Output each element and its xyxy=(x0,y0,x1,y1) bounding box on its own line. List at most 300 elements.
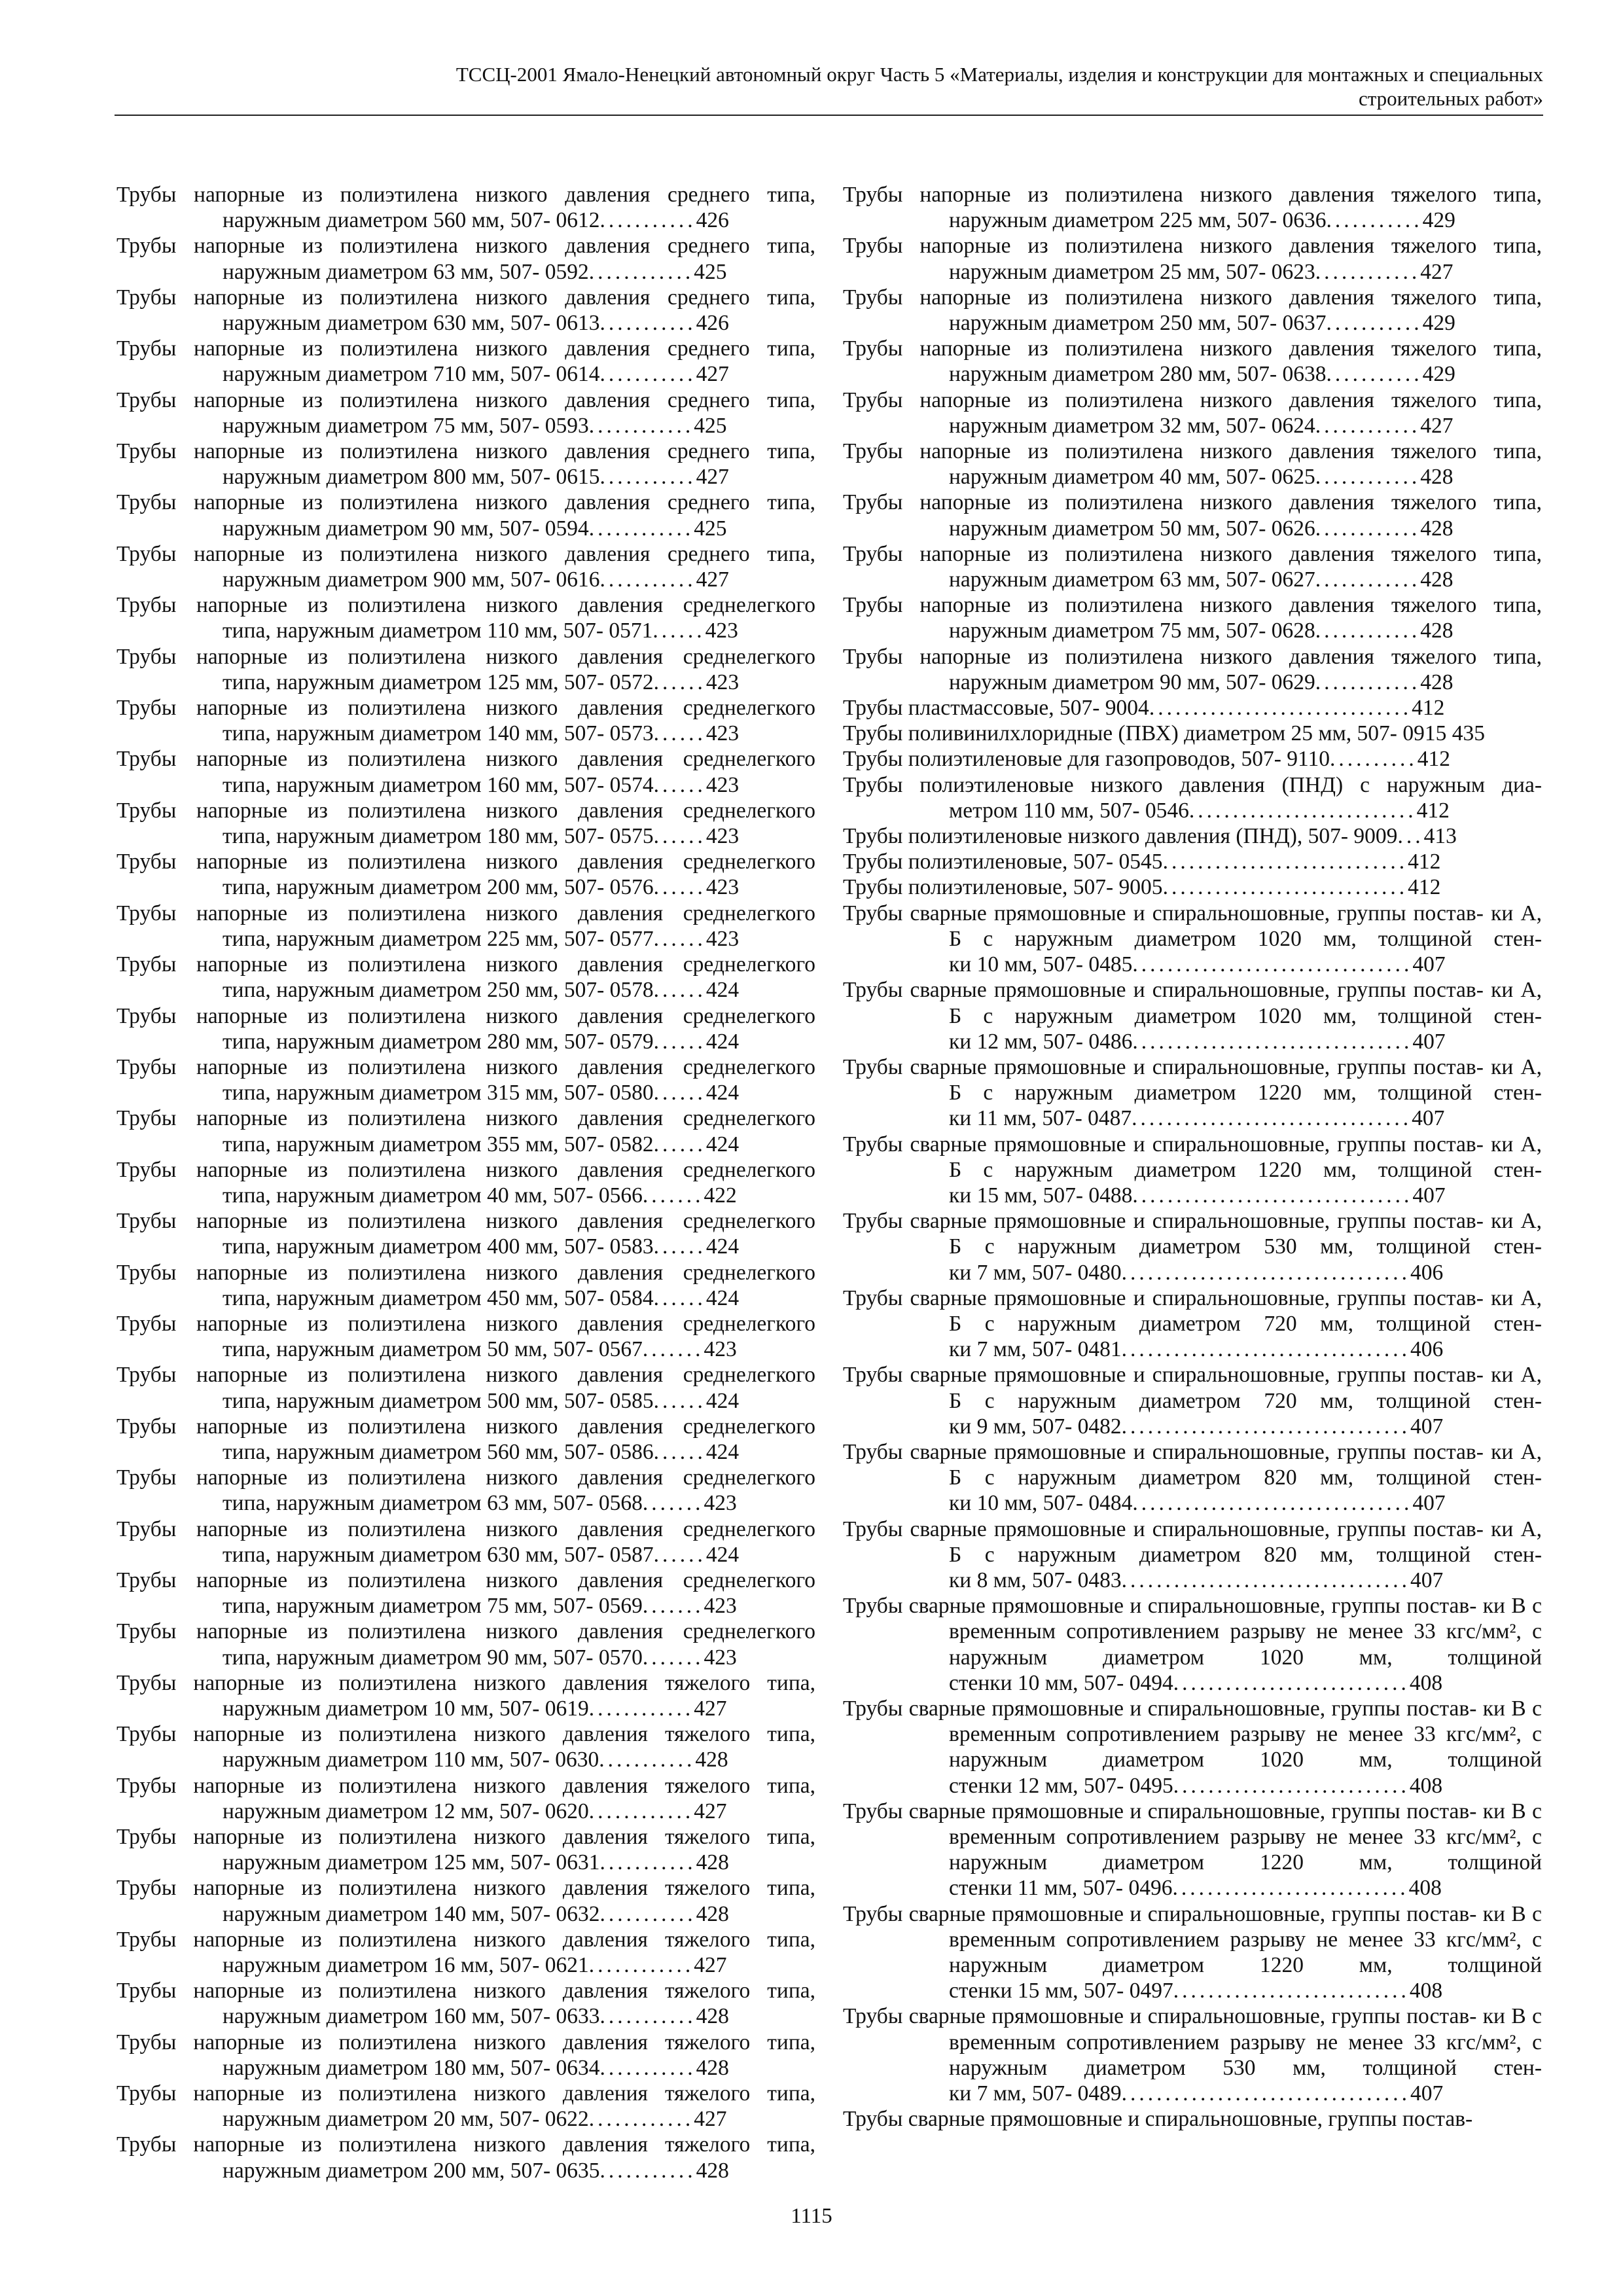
leader-dots: ............ xyxy=(1315,567,1421,592)
entry-tail xyxy=(223,311,729,335)
leader-dots: ............ xyxy=(1315,413,1421,438)
entry-page-number: 427 xyxy=(696,362,729,387)
entry-text: Трубы сварные прямошовные и спиральношовные, группы постав- xyxy=(843,1132,1484,1157)
entry-page-number: 424 xyxy=(705,1029,740,1054)
entry-tail xyxy=(223,824,739,848)
header-title-line1: ТССЦ-2001 Ямало-Ненецкий автономный округ Часть 5 «Материалы, изделия и конструкции для монтажных и специальных xyxy=(455,63,1543,86)
entry-page-number: 423 xyxy=(705,875,740,900)
entry-page-number: 424 xyxy=(705,978,740,1003)
entry-tail xyxy=(223,1748,728,1772)
entry-page-number: 427 xyxy=(1420,259,1454,284)
entry-text: Трубы напорные из полиэтилена низкого давления среднелегкого xyxy=(116,696,815,721)
entry-code: типа, наружным диаметром 50 мм, 507- 0567 xyxy=(223,1337,643,1362)
leader-dots: ...... xyxy=(653,721,706,746)
entry-text: Трубы напорные из полиэтилена низкого давления тяжелого типа, xyxy=(843,234,1542,259)
index-entry xyxy=(116,1260,815,1311)
entry-page-number: 412 xyxy=(1408,875,1441,900)
index-entry xyxy=(843,1054,1542,1132)
entry-code: типа, наружным диаметром 450 мм, 507- 0584 xyxy=(223,1285,654,1310)
entry-text: Трубы напорные из полиэтилена низкого давления среднелегкого xyxy=(116,1054,815,1079)
entry-page-number: 424 xyxy=(705,1234,740,1259)
leader-dots: ........... xyxy=(599,1748,696,1772)
entry-tail xyxy=(223,927,739,951)
leader-dots: ........................... xyxy=(1172,1876,1409,1901)
entry-text: Трубы напорные из полиэтилена низкого давления среднелегкого xyxy=(116,850,815,874)
entry-page-number: 428 xyxy=(696,2055,729,2080)
entry-page-number: 424 xyxy=(705,1081,740,1105)
entry-text: Трубы напорные из полиэтилена низкого давления тяжелого типа, xyxy=(843,644,1542,669)
entry-text: Трубы напорные из полиэтилена низкого давления тяжелого типа, xyxy=(116,2081,815,2106)
entry-code: наружным диаметром 75 мм, 507- 0593 xyxy=(223,413,589,438)
entry-tail xyxy=(223,1543,739,1567)
entry-tail xyxy=(949,1671,1442,1695)
entry-text: Трубы напорные из полиэтилена низкого давления тяжелого типа, xyxy=(116,1825,815,1849)
entry-page-number: 408 xyxy=(1409,1979,1443,2003)
entry-page-number: 412 xyxy=(1416,798,1450,823)
entry-code: ки 10 мм, 507- 0484 xyxy=(949,1491,1133,1516)
entry-code: ки 7 мм, 507- 0480 xyxy=(949,1260,1122,1285)
index-entry xyxy=(843,1362,1542,1439)
index-entry xyxy=(116,387,815,439)
entry-code: ки 11 мм, 507- 0487 xyxy=(949,1106,1132,1131)
index-entry xyxy=(843,1696,1542,1799)
entry-text: Трубы напорные из полиэтилена низкого давления тяжелого типа, xyxy=(116,1722,815,1747)
entry-text: Трубы сварные прямошовные и спиральношовные, группы постав- xyxy=(843,978,1484,1003)
entry-page-number: 428 xyxy=(696,1901,729,1926)
index-entry xyxy=(843,1799,1542,1901)
entry-page-number: 429 xyxy=(1422,362,1455,387)
entry-code: наружным диаметром 125 мм, 507- 0631 xyxy=(223,1850,600,1875)
index-entry xyxy=(116,233,815,284)
index-entry xyxy=(116,1875,815,1926)
index-entry xyxy=(116,1824,815,1875)
entry-code: наружным диаметром 75 мм, 507- 0628 xyxy=(949,619,1315,643)
entry-page-number: 427 xyxy=(694,1696,727,1721)
entry-tail xyxy=(223,1389,739,1413)
entry-text: Трубы напорные из полиэтилена низкого давления среднелегкого xyxy=(116,1260,815,1285)
entry-tail xyxy=(223,208,729,232)
index-entry xyxy=(843,182,1542,233)
entry-tail xyxy=(223,773,739,797)
index-entry xyxy=(116,1978,815,2029)
entry-text-continued: ки А, Б с наружным диаметром 1220 мм, толщиной стен- xyxy=(949,1132,1543,1182)
index-entry xyxy=(116,592,815,643)
entry-tail xyxy=(949,1106,1444,1130)
entry-tail xyxy=(949,260,1454,284)
index-entry xyxy=(843,1285,1542,1363)
entry-code: типа, наружным диаметром 400 мм, 507- 0583 xyxy=(223,1234,654,1259)
leader-dots: ............ xyxy=(588,1799,694,1823)
index-entry xyxy=(116,901,815,952)
entry-tail xyxy=(949,465,1454,489)
entry-text: Трубы напорные из полиэтилена низкого давления среднелегкого xyxy=(116,1106,815,1131)
entry-page-number: 407 xyxy=(1412,952,1446,977)
index-entry xyxy=(116,1311,815,1362)
entry-page-number: 424 xyxy=(705,1285,740,1310)
entry-tail xyxy=(223,1337,737,1361)
entry-code: Трубы полиэтиленовые низкого давления (ПНД), 507- 9009 xyxy=(843,824,1398,849)
leader-dots: ................................. xyxy=(1121,1260,1411,1285)
entry-code: типа, наружным диаметром 160 мм, 507- 0574 xyxy=(223,772,654,797)
leader-dots: ............ xyxy=(588,413,694,438)
entry-tail xyxy=(223,1902,729,1926)
entry-text: Трубы напорные из полиэтилена низкого давления тяжелого типа, xyxy=(116,2132,815,2157)
entry-text: Трубы напорные из полиэтилена низкого давления среднего типа, xyxy=(116,387,815,412)
leader-dots: ...... xyxy=(653,772,706,797)
leader-dots: ............ xyxy=(588,2107,694,2132)
index-entry xyxy=(116,1670,815,1721)
entry-code: типа, наружным диаметром 63 мм, 507- 0568 xyxy=(223,1491,643,1516)
entry-page-number: 429 xyxy=(1422,208,1455,233)
entry-text: Трубы напорные из полиэтилена низкого давления тяжелого типа, xyxy=(116,1670,815,1695)
entry-text: Трубы напорные из полиэтилена низкого давления среднелегкого xyxy=(116,1363,815,1388)
entry-page-number: 408 xyxy=(1409,1670,1443,1695)
index-entry xyxy=(843,592,1542,643)
entry-code: Трубы полиэтиленовые, 507- 9005 xyxy=(843,875,1163,900)
entry-code: типа, наружным диаметром 125 мм, 507- 0572 xyxy=(223,670,654,694)
leader-dots: ....... xyxy=(642,1645,704,1670)
entry-code: типа, наружным диаметром 315 мм, 507- 0580 xyxy=(223,1081,654,1105)
entry-text-continued: ки А, Б с наружным диаметром 820 мм, толщиной стен- xyxy=(949,1439,1543,1490)
index-entry xyxy=(843,849,1542,874)
leader-dots: ....... xyxy=(642,1491,704,1516)
leader-dots: ................................. xyxy=(1121,1337,1411,1362)
index-entry xyxy=(843,1516,1542,1594)
entry-page-number: 407 xyxy=(1412,1029,1446,1054)
leader-dots: ................................ xyxy=(1132,1106,1412,1131)
entry-tail xyxy=(223,1030,739,1054)
index-entry xyxy=(116,439,815,490)
leader-dots: ................................ xyxy=(1132,1183,1413,1208)
index-entry xyxy=(843,772,1542,823)
index-entry xyxy=(116,1721,815,1772)
entry-tail xyxy=(223,1286,739,1310)
entry-code: наружным диаметром 110 мм, 507- 0630 xyxy=(223,1748,599,1772)
leader-dots: ........... xyxy=(599,465,696,490)
entry-page-number: 413 xyxy=(1423,824,1457,849)
entry-code: Трубы полиэтиленовые, 507- 0545 xyxy=(843,850,1163,874)
index-entry xyxy=(843,233,1542,284)
entry-code: наружным диаметром 560 мм, 507- 0612 xyxy=(223,208,600,233)
leader-dots: ........... xyxy=(599,311,696,336)
entry-tail xyxy=(223,2107,727,2131)
entry-text: Трубы сварные прямошовные и спиральношовные, группы постав- xyxy=(843,1209,1484,1234)
entry-tail xyxy=(843,747,1450,771)
entry-text: Трубы напорные из полиэтилена низкого давления среднелегкого xyxy=(116,1516,815,1541)
entry-tail xyxy=(949,619,1454,643)
entry-tail xyxy=(949,414,1454,438)
entry-code: Трубы сварные прямошовные и спиральношовные, группы постав- xyxy=(843,2107,1473,2132)
entry-text-continued: ки В с временным сопротивлением разрыву не менее xyxy=(949,1901,1542,1952)
index-entry xyxy=(116,695,815,746)
entry-code: наружным диаметром 180 мм, 507- 0634 xyxy=(223,2055,600,2080)
entry-text: Трубы напорные из полиэтилена низкого давления тяжелого типа, xyxy=(843,439,1542,464)
entry-tail xyxy=(223,875,739,899)
entry-tail xyxy=(949,1261,1443,1285)
entry-tail xyxy=(949,362,1455,386)
leader-dots: ...... xyxy=(653,1081,706,1105)
index-entry xyxy=(116,746,815,797)
leader-dots: ...... xyxy=(653,1234,706,1259)
leader-dots: ............ xyxy=(588,516,694,541)
leader-dots: ................................. xyxy=(1121,2081,1411,2106)
entry-page-number: 406 xyxy=(1410,1260,1444,1285)
entry-page-number: 407 xyxy=(1410,1568,1444,1592)
index-entry xyxy=(843,1208,1542,1285)
entry-tail xyxy=(223,1645,737,1670)
index-entry xyxy=(116,798,815,849)
entry-text-continued: ки В с временным сопротивлением разрыву не менее 33 xyxy=(949,2004,1542,2054)
entry-text: Трубы напорные из полиэтилена низкого давления среднего типа, xyxy=(116,234,815,259)
leader-dots: ...... xyxy=(653,926,706,951)
entry-tail xyxy=(843,850,1440,874)
entry-tail xyxy=(949,1774,1442,1798)
entry-page-number: 428 xyxy=(1420,516,1454,541)
entry-tail xyxy=(223,1440,739,1464)
entry-tail xyxy=(949,1979,1442,2003)
entry-code: типа, наружным диаметром 75 мм, 507- 0569 xyxy=(223,1594,643,1619)
entry-text: Трубы напорные из полиэтилена низкого давления среднего типа, xyxy=(116,285,815,310)
entry-code: типа, наружным диаметром 225 мм, 507- 0577 xyxy=(223,926,654,951)
entry-code: ки 9 мм, 507- 0482 xyxy=(949,1414,1122,1439)
entry-text: Трубы сварные прямошовные и спиральношовные, группы постав- xyxy=(843,1285,1484,1310)
leader-dots: ...... xyxy=(653,1388,706,1413)
entry-code: наружным диаметром 12 мм, 507- 0620 xyxy=(223,1799,589,1823)
entry-code: типа, наружным диаметром 200 мм, 507- 0576 xyxy=(223,875,654,900)
index-entry xyxy=(843,285,1542,336)
leader-dots: ...... xyxy=(653,1029,706,1054)
entry-page-number: 427 xyxy=(694,1953,727,1978)
leader-dots: .......... xyxy=(1330,747,1418,772)
leader-dots: ........... xyxy=(599,1850,696,1875)
leader-dots: ........... xyxy=(599,1901,696,1926)
entry-page-number: 424 xyxy=(705,1388,740,1413)
index-entry xyxy=(116,1465,815,1516)
entry-text: Трубы полиэтиленовые низкого давления (ПНД) с наружным диа- xyxy=(843,772,1542,797)
entry-page-number: 428 xyxy=(1420,465,1454,490)
index-entry xyxy=(116,541,815,592)
entry-text-continued: ки А, Б с наружным диаметром 720 мм, толщиной стен- xyxy=(949,1363,1543,1413)
entry-code: ки 12 мм, 507- 0486 xyxy=(949,1029,1133,1054)
index-entry xyxy=(843,874,1542,900)
entry-page-number: 423 xyxy=(705,824,740,849)
entry-tail xyxy=(949,567,1454,592)
index-entry xyxy=(843,2003,1542,2106)
entry-code: стенки 15 мм, 507- 0497 xyxy=(949,1979,1173,2003)
leader-dots: ............ xyxy=(1315,670,1421,694)
index-entry xyxy=(843,901,1542,978)
entry-code: ки 15 мм, 507- 0488 xyxy=(949,1183,1133,1208)
leader-dots: ............ xyxy=(1315,619,1421,643)
leader-dots: ........... xyxy=(599,2004,696,2029)
entry-page-number: 424 xyxy=(705,1439,740,1464)
entry-tail xyxy=(949,2081,1443,2106)
index-entry xyxy=(116,1773,815,1824)
entry-tail xyxy=(223,2056,729,2080)
index-entry xyxy=(843,2106,1542,2132)
entry-page-number: 428 xyxy=(696,2158,729,2183)
entry-tail xyxy=(843,875,1440,899)
entry-text-continued: ки А, Б с наружным диаметром 1020 мм, толщиной стен- xyxy=(949,978,1543,1028)
entry-code: наружным диаметром 710 мм, 507- 0614 xyxy=(223,362,600,387)
entry-tail xyxy=(223,1491,737,1515)
entry-code: наружным диаметром 900 мм, 507- 0616 xyxy=(223,567,600,592)
entry-tail xyxy=(1452,721,1485,745)
entry-page-number: 422 xyxy=(704,1183,737,1208)
entry-text: Трубы напорные из полиэтилена низкого давления среднелегкого xyxy=(116,798,815,823)
leader-dots: ........................... xyxy=(1173,1670,1410,1695)
index-entry xyxy=(843,746,1542,772)
index-entry xyxy=(843,1132,1542,1209)
entry-code: наружным диаметром 225 мм, 507- 0636 xyxy=(949,208,1327,233)
entry-code: стенки 10 мм, 507- 0494 xyxy=(949,1670,1173,1695)
entry-text: Трубы напорные из полиэтилена низкого давления среднелегкого xyxy=(116,747,815,772)
entry-text-continued: кгс/мм², с наружным диаметром 530 мм, толщиной стен- xyxy=(949,2030,1542,2080)
index-column-right xyxy=(843,182,1542,2132)
index-entry xyxy=(116,952,815,1003)
index-entry xyxy=(116,2081,815,2132)
index-entry xyxy=(116,1927,815,1978)
leader-dots: .......................... xyxy=(1188,798,1417,823)
entry-text: Трубы напорные из полиэтилена низкого давления среднего типа, xyxy=(116,183,815,207)
index-entry xyxy=(116,849,815,900)
entry-tail xyxy=(223,1183,737,1208)
index-entry xyxy=(116,1054,815,1105)
entry-tail xyxy=(223,1081,739,1105)
leader-dots: ... xyxy=(1397,824,1424,849)
entry-text: Трубы напорные из полиэтилена низкого давления среднего типа, xyxy=(116,439,815,464)
index-entry xyxy=(116,285,815,336)
index-entry xyxy=(843,721,1542,746)
entry-text: Трубы сварные прямошовные и спиральношовные, группы постав- xyxy=(843,1901,1477,1926)
entry-text: Трубы напорные из полиэтилена низкого давления среднелегкого xyxy=(116,593,815,618)
entry-text: Трубы напорные из полиэтилена низкого давления тяжелого типа, xyxy=(843,285,1542,310)
entry-text: Трубы напорные из полиэтилена низкого давления тяжелого типа, xyxy=(116,2030,815,2054)
entry-code: типа, наружным диаметром 250 мм, 507- 0578 xyxy=(223,978,654,1003)
entry-tail xyxy=(949,311,1455,335)
index-entry xyxy=(116,336,815,387)
index-entry xyxy=(843,490,1542,541)
leader-dots: ....... xyxy=(642,1183,704,1208)
entry-text-continued: ки В с временным сопротивлением разрыву не менее xyxy=(949,1799,1542,1849)
entry-code: наружным диаметром 630 мм, 507- 0613 xyxy=(223,311,600,336)
leader-dots: ...... xyxy=(653,1542,706,1567)
entry-page-number: 428 xyxy=(1420,567,1454,592)
entry-page-number: 423 xyxy=(705,926,740,951)
entry-code: наружным диаметром 250 мм, 507- 0637 xyxy=(949,311,1327,336)
entry-page-number: 412 xyxy=(1408,850,1441,874)
entry-tail xyxy=(223,362,729,386)
entry-text: Трубы напорные из полиэтилена низкого давления среднелегкого xyxy=(116,1157,815,1182)
leader-dots: ........... xyxy=(599,2055,696,2080)
index-entry xyxy=(843,1439,1542,1516)
entry-page-number: 408 xyxy=(1409,1773,1443,1798)
index-entry xyxy=(116,2132,815,2183)
entry-text-continued: ки А, Б с наружным диаметром 1220 мм, толщиной стен- xyxy=(949,1054,1543,1105)
entry-text: Трубы напорные из полиэтилена низкого давления тяжелого типа, xyxy=(843,387,1542,412)
entry-tail xyxy=(223,260,727,284)
entry-text: Трубы напорные из полиэтилена низкого давления среднелегкого xyxy=(116,1414,815,1439)
entry-text: Трубы сварные прямошовные и спиральношовные, группы постав- xyxy=(843,1594,1477,1619)
leader-dots: ........... xyxy=(599,567,696,592)
entry-code: типа, наружным диаметром 500 мм, 507- 0585 xyxy=(223,1388,654,1413)
entry-tail xyxy=(223,1850,729,1874)
entry-text-continued: 33 кгс/мм², с наружным диаметром 1020 мм, толщиной xyxy=(949,1619,1542,1670)
entry-text-continued: ки А, Б с наружным диаметром 530 мм, толщиной стен- xyxy=(949,1209,1543,1259)
entry-page-number: 428 xyxy=(696,2004,729,2029)
index-entry xyxy=(116,1568,815,1619)
entry-code: ки 10 мм, 507- 0485 xyxy=(949,952,1133,977)
entry-code: Трубы полиэтиленовые для газопроводов, 507- 9110 xyxy=(843,747,1330,772)
entry-page-number: 428 xyxy=(695,1748,728,1772)
entry-text: Трубы напорные из полиэтилена низкого давления среднего типа, xyxy=(116,490,815,515)
entry-code: ки 8 мм, 507- 0483 xyxy=(949,1568,1122,1592)
entry-text: Трубы напорные из полиэтилена низкого давления среднелегкого xyxy=(116,1003,815,1028)
index-entry xyxy=(116,490,815,541)
entry-tail xyxy=(949,1183,1446,1208)
leader-dots: ............ xyxy=(588,259,694,284)
leader-dots: ........... xyxy=(1326,362,1423,387)
index-entry xyxy=(116,1619,815,1670)
entry-tail xyxy=(843,824,1457,848)
header-title-line2: строительных работ» xyxy=(1358,87,1543,110)
entry-code: наружным диаметром 20 мм, 507- 0622 xyxy=(223,2107,589,2132)
entry-code: наружным диаметром 140 мм, 507- 0632 xyxy=(223,1901,600,1926)
entry-tail xyxy=(949,208,1455,232)
leader-dots: ............................ xyxy=(1162,875,1408,900)
index-entry xyxy=(116,182,815,233)
entry-text-continued: ки А, Б с наружным диаметром 720 мм, толщиной стен- xyxy=(949,1285,1543,1336)
leader-dots: ............ xyxy=(588,1696,694,1721)
index-entry xyxy=(843,695,1542,721)
leader-dots: ........... xyxy=(599,2158,696,2183)
entry-page-number: 426 xyxy=(696,208,729,233)
entry-page-number: 407 xyxy=(1412,1183,1446,1208)
entry-page-number: 427 xyxy=(696,465,729,490)
entry-tail xyxy=(223,721,739,745)
entry-code: наружным диаметром 50 мм, 507- 0626 xyxy=(949,516,1315,541)
entry-page-number: 423 xyxy=(704,1337,737,1362)
entry-tail xyxy=(223,1696,727,1721)
entry-text: Трубы напорные из полиэтилена низкого давления тяжелого типа, xyxy=(843,593,1542,618)
entry-text-continued: 33 кгс/мм², с наружным диаметром 1220 мм, толщиной xyxy=(949,1927,1542,1978)
leader-dots: ........... xyxy=(1326,208,1423,233)
index-entry xyxy=(843,541,1542,592)
index-entry xyxy=(116,1157,815,1208)
entry-page-number: 424 xyxy=(705,1132,740,1157)
entry-code: типа, наружным диаметром 630 мм, 507- 0587 xyxy=(223,1542,654,1567)
entry-text: Трубы напорные из полиэтилена низкого давления среднелегкого xyxy=(116,1209,815,1234)
entry-page-number: 407 xyxy=(1410,2081,1444,2106)
leader-dots: ...... xyxy=(653,1132,706,1157)
entry-code: наружным диаметром 90 мм, 507- 0629 xyxy=(949,670,1315,694)
leader-dots: ....... xyxy=(642,1337,704,1362)
leader-dots: ........... xyxy=(599,208,696,233)
entry-tail xyxy=(949,1337,1443,1361)
entry-tail xyxy=(223,978,739,1002)
index-entry xyxy=(116,1362,815,1413)
entry-text: Трубы сварные прямошовные и спиральношовные, группы постав- xyxy=(843,1696,1477,1721)
leader-dots: ................................. xyxy=(1121,1414,1411,1439)
leader-dots: ...... xyxy=(652,619,705,643)
entry-code: стенки 11 мм, 507- 0496 xyxy=(949,1876,1173,1901)
entry-text-continued: ки А, Б с наружным диаметром 1020 мм, толщиной стен- xyxy=(949,901,1543,951)
entry-tail xyxy=(223,465,729,489)
entry-tail xyxy=(949,1030,1446,1054)
entry-text: Трубы напорные из полиэтилена низкого давления тяжелого типа, xyxy=(116,1979,815,2003)
entry-tail xyxy=(223,2159,729,2183)
entry-tail xyxy=(223,516,727,541)
